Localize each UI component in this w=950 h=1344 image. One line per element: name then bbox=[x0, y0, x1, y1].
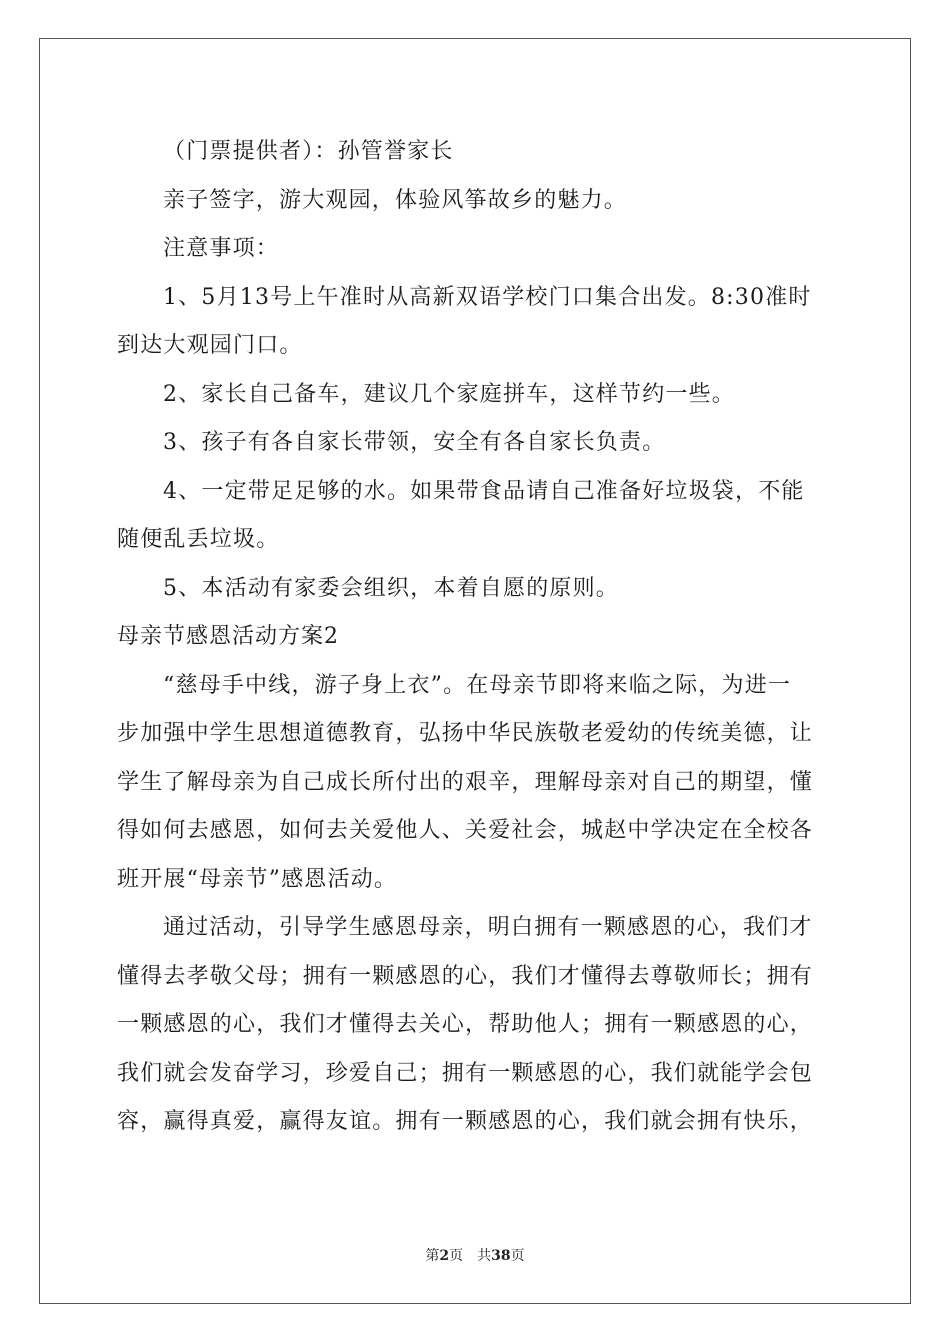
text-line: 5、本活动有家委会组织，本着自愿的原则。 bbox=[163, 575, 619, 601]
text-line: 我们就会发奋学习，珍爱自己；拥有一颗感恩的心，我们就能学会包 bbox=[117, 1060, 814, 1086]
text-line: 3、孩子有各自家长带领，安全有各自家长负责。 bbox=[163, 430, 666, 455]
total-prefix: 共 bbox=[477, 1248, 492, 1264]
text-line: 步加强中学生思想道德教育，弘扬中华民族敬老爱幼的传统美德，让 bbox=[117, 721, 814, 746]
text-line: 容，赢得真爱，赢得友谊。拥有一颗感恩的心，我们就会拥有快乐， bbox=[117, 1109, 814, 1134]
text-line: 2、家长自己备车，建议几个家庭拼车，这样节约一些。 bbox=[163, 381, 735, 407]
text-line: 学生了解母亲为自己成长所付出的艰辛，理解母亲对自己的期望，懂 bbox=[117, 769, 814, 795]
document-body bbox=[117, 128, 837, 1147]
total-suffix: 页 bbox=[510, 1248, 525, 1264]
text-line: 班开展“母亲节”感恩活动。 bbox=[117, 866, 398, 892]
text-line: （门票提供者）：孙管誉家长 bbox=[163, 139, 454, 164]
text-line: 得如何去感恩，如何去关爱他人、关爱社会，城赵中学决定在全校各 bbox=[117, 818, 814, 843]
text-line: 一颗感恩的心，我们才懂得去关心，帮助他人；拥有一颗感恩的心， bbox=[117, 1012, 814, 1037]
text-line: 注意事项： bbox=[163, 236, 280, 261]
text-line: 随便乱丢垃圾。 bbox=[117, 527, 280, 552]
page-footer bbox=[0, 1245, 950, 1265]
total-pages: 38 bbox=[491, 1248, 511, 1264]
page-suffix: 页 bbox=[449, 1248, 464, 1264]
text-line: 4、一定带足足够的水。如果带食品请自己准备好垃圾袋，不能 bbox=[163, 478, 805, 504]
page-number: 2 bbox=[439, 1248, 450, 1264]
section-heading: 母亲节感恩活动方案2 bbox=[117, 624, 339, 649]
text-line: 通过活动，引导学生感恩母亲，明白拥有一颗感恩的心，我们才 bbox=[163, 915, 813, 940]
text-line: 1、5月13号上午准时从高新双语学校门口集合出发。8:30准时 bbox=[163, 284, 812, 310]
text-line: 亲子签字，游大观园，体验风筝故乡的魅力。 bbox=[163, 187, 628, 213]
text-line: “慈母手中线，游子身上衣”。在母亲节即将来临之际，为进一 bbox=[163, 672, 792, 698]
text-line: 到达大观园门口。 bbox=[117, 333, 303, 358]
text-line: 懂得去孝敬父母；拥有一颗感恩的心，我们才懂得去尊敬师长；拥有 bbox=[117, 963, 814, 989]
page-prefix: 第 bbox=[425, 1248, 440, 1264]
